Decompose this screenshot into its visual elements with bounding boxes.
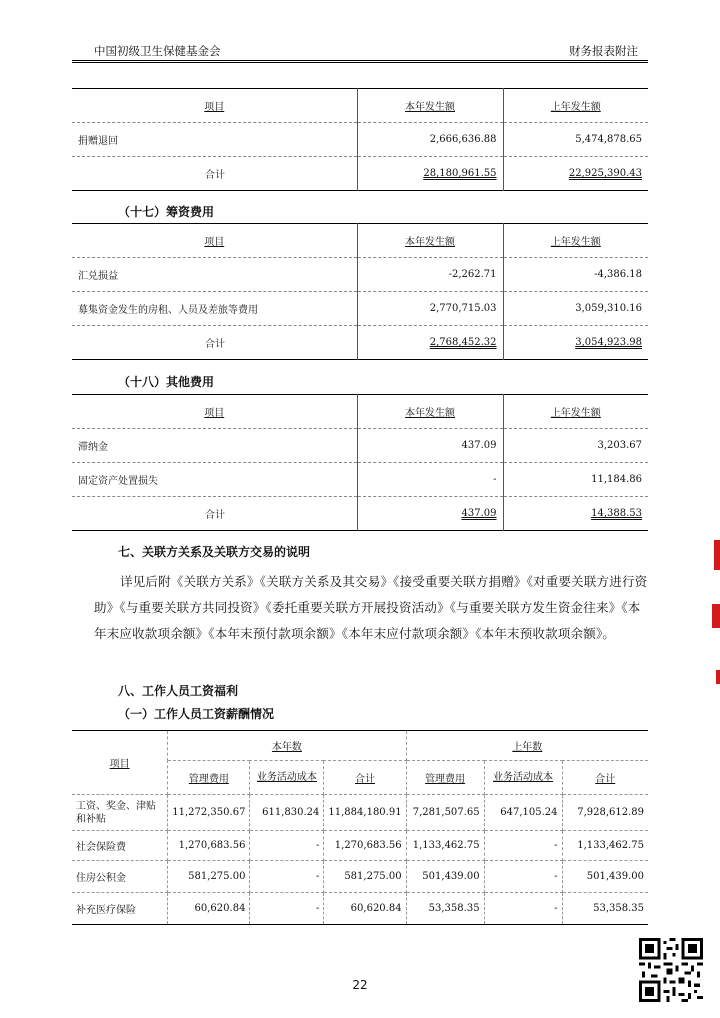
seal-fragment (714, 540, 720, 570)
table-row: 住房公积金 581,275.00 - 581,275.00 501,439.00 - 501,439.00 (72, 861, 648, 893)
section-17-title: （十七）筹资费用 (118, 205, 215, 219)
total-row: 合计 28,180,961.55 22,925,390.43 (72, 157, 648, 191)
col-current-biz: 业务活动成本 (256, 771, 317, 783)
table-row: 捐赠退回 2,666,636.88 5,474,878.65 (72, 123, 648, 157)
total-prior: 14,388.53 (591, 508, 642, 519)
section-18-title: （十八）其他费用 (118, 375, 215, 389)
col-prior-mgmt: 管理费用 (425, 774, 466, 785)
table-header-row (72, 395, 648, 429)
col-item: 项目 (109, 759, 130, 770)
col-current-mgmt: 管理费用 (188, 774, 229, 785)
col-item: 项目 (204, 237, 225, 248)
col-prior-total: 合计 (595, 774, 616, 785)
seal-fragment (716, 670, 720, 684)
section-8-subtitle: （一）工作人员工资薪酬情况 (118, 707, 275, 721)
table-row: 募集资金发生的房租、人员及差旅等费用 2,770,715.03 3,059,310.16 (72, 292, 648, 326)
table-row: 社会保险费 1,270,683.56 - 1,270,683.56 1,133,462.75 - 1,133,462.75 (72, 831, 648, 861)
section-7-body: 详见后附《关联方关系》《关联方关系及其交易》《接受重要关联方捐赠》《对重要关联方进行资助》《与重要关联方共同投资》《委托重要关联方开展投资活动》《与重要关联方发生资金往来》《本年末应收款项余额》《本年末预付款项余额》《本年末应付款项余额》《本年末预收款项余额》。 (94, 574, 648, 641)
page-number: 22 (352, 978, 368, 992)
col-prior: 上年发生额 (550, 408, 601, 419)
table-row: 补充医疗保险 60,620.84 - 60,620.84 53,358.35 - 53,358.35 (72, 893, 648, 925)
qr-code-icon (639, 938, 703, 1002)
total-current: 28,180,961.55 (423, 168, 497, 179)
table-row: 工资、奖金、津贴和补贴 11,272,350.67 611,830.24 11,884,180.91 7,281,507.65 647,105.24 7,928,612.89 (72, 795, 648, 831)
table-group-header-row (72, 731, 648, 761)
total-row: 合计 2,768,452.32 3,054,923.98 (72, 326, 648, 360)
total-row: 合计 437.09 14,388.53 (72, 497, 648, 531)
total-current: 2,768,452.32 (429, 337, 497, 348)
col-current-total: 合计 (354, 774, 375, 785)
table-row: 汇兑损益 -2,262.71 -4,386.18 (72, 258, 648, 292)
group-current: 本年数 (271, 742, 302, 753)
col-item: 项目 (204, 408, 225, 419)
table-row: 滞纳金 437.09 3,203.67 (72, 429, 648, 463)
total-prior: 22,925,390.43 (568, 168, 642, 179)
col-current: 本年发生额 (405, 408, 455, 419)
col-current: 本年发生额 (405, 102, 455, 113)
section-7-title: 七、关联方关系及关联方交易的说明 (118, 545, 311, 559)
table-row: 固定资产处置损失 - 11,184.86 (72, 463, 648, 497)
page-header-org: 中国初级卫生保健基金会 (94, 44, 221, 58)
col-prior: 上年发生额 (550, 102, 601, 113)
total-current: 437.09 (461, 508, 497, 519)
table-header-row (72, 224, 648, 258)
section-8-title: 八、工作人员工资福利 (118, 684, 239, 698)
col-prior: 上年发生额 (550, 237, 601, 248)
col-item: 项目 (204, 102, 225, 113)
other-expense-table (72, 394, 648, 531)
page-header-doc: 财务报表附注 (569, 44, 638, 58)
table-header-row (72, 89, 648, 123)
staff-compensation-table (72, 730, 648, 925)
col-prior-biz: 业务活动成本 (493, 771, 554, 783)
group-prior: 上年数 (512, 742, 543, 753)
seal-fragment (712, 604, 720, 628)
col-current: 本年发生额 (405, 237, 455, 248)
donation-expense-table (72, 88, 648, 191)
header-rule (72, 60, 648, 61)
total-prior: 3,054,923.98 (575, 337, 642, 348)
financing-expense-table (72, 223, 648, 360)
header-rule-thin (72, 62, 648, 63)
